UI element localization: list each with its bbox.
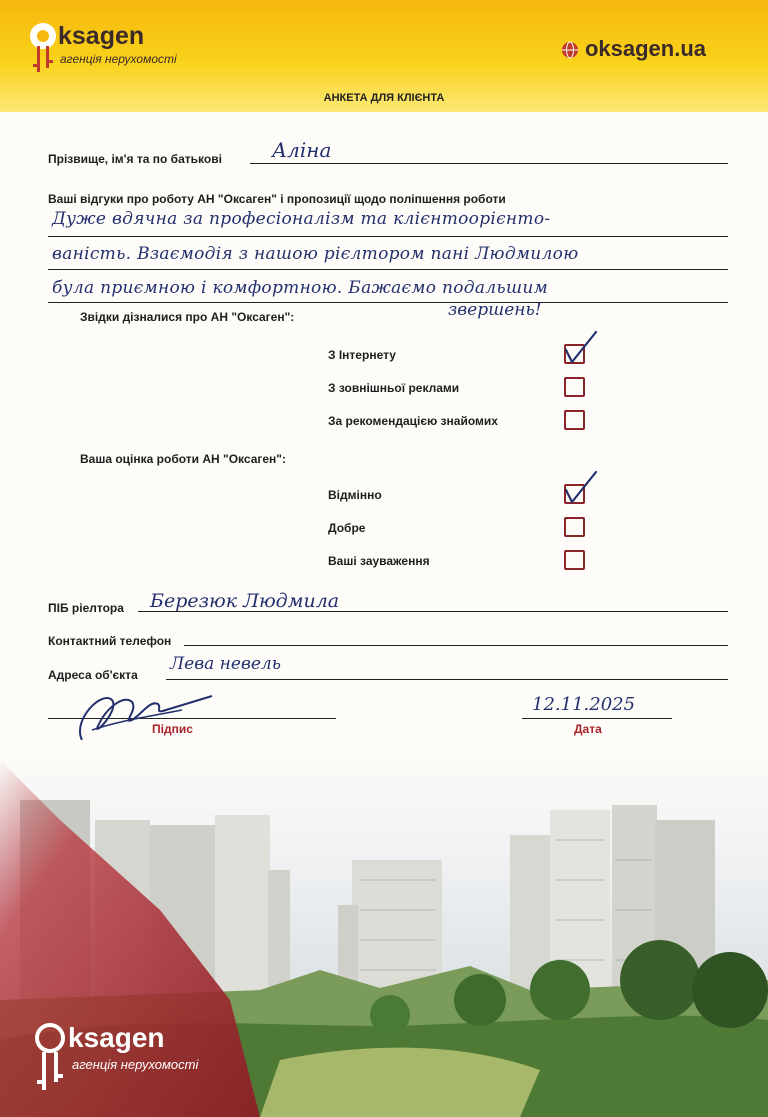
source-option-ads-label: З зовнішньої реклами	[328, 381, 460, 395]
footer-brand-logo-subtitle: агенція нерухомості	[72, 1057, 199, 1072]
address-handwritten[interactable]: Лева невель	[170, 654, 281, 674]
rating-remarks-label: Ваші зауваження	[328, 554, 430, 568]
name-underline	[250, 163, 728, 164]
key-logo-icon	[28, 20, 62, 80]
website-text: oksagen.ua	[584, 36, 706, 61]
checkmark-icon	[560, 328, 600, 368]
feedback-text-line-1[interactable]: Дуже вдячна за професіоналізм та клієнтоорієнто-	[52, 209, 551, 229]
signature-label: Підпис	[152, 722, 193, 736]
feedback-line-3	[48, 302, 728, 303]
phone-label: Контактний телефон	[48, 634, 172, 648]
address-label: Адреса об'єкта	[48, 668, 138, 682]
date-underline	[522, 718, 672, 719]
header-banner	[0, 0, 768, 112]
website-link[interactable]	[561, 36, 706, 62]
rating-excellent-label: Відмінно	[328, 488, 382, 502]
name-label: Прізвище, ім'я та по батькові	[48, 152, 222, 166]
date-handwritten[interactable]: 12.11.2025	[532, 694, 636, 715]
name-handwritten[interactable]: Аліна	[272, 138, 332, 162]
checkmark-icon	[560, 468, 600, 508]
realtor-handwritten[interactable]: Березюк Людмила	[150, 590, 340, 612]
source-question-label: Звідки дізналися про АН "Оксаген":	[80, 310, 295, 324]
rating-remarks-checkbox[interactable]	[564, 550, 585, 570]
realtor-label: ПІБ ріелтора	[48, 601, 124, 615]
globe-icon	[561, 41, 579, 59]
feedback-line-1	[48, 236, 728, 237]
brand-logo-word: ksagen	[58, 22, 145, 50]
footer-brand-logo-word: ksagen	[68, 1022, 165, 1053]
source-option-recommendation-label: За рекомендацією знайомих	[328, 414, 498, 428]
phone-underline[interactable]	[184, 645, 728, 646]
source-ads-checkbox[interactable]	[564, 377, 585, 397]
feedback-text-line-4[interactable]: звершень!	[448, 300, 542, 320]
source-option-internet-label: З Інтернету	[328, 348, 396, 362]
brand-logo-subtitle: агенція нерухомості	[60, 52, 177, 66]
rating-question-label: Ваша оцінка роботи АН "Оксаген":	[80, 452, 286, 466]
rating-good-label: Добре	[328, 521, 366, 535]
feedback-label: Ваші відгуки про роботу АН "Оксаген" і пропозиції щодо поліпшення роботи	[48, 192, 506, 206]
address-underline	[166, 679, 728, 680]
feedback-text-line-2[interactable]: ваність. Взаємодія з нашою рієлтором пані Людмилою	[52, 244, 579, 264]
rating-good-checkbox[interactable]	[564, 517, 585, 537]
source-recommendation-checkbox[interactable]	[564, 410, 585, 430]
date-label: Дата	[574, 722, 602, 736]
feedback-line-2	[48, 269, 728, 270]
form-title: АНКЕТА ДЛЯ КЛІЄНТА	[323, 92, 445, 104]
feedback-text-line-3[interactable]: була приємною і комфортною. Бажаємо подальшим	[52, 278, 549, 298]
